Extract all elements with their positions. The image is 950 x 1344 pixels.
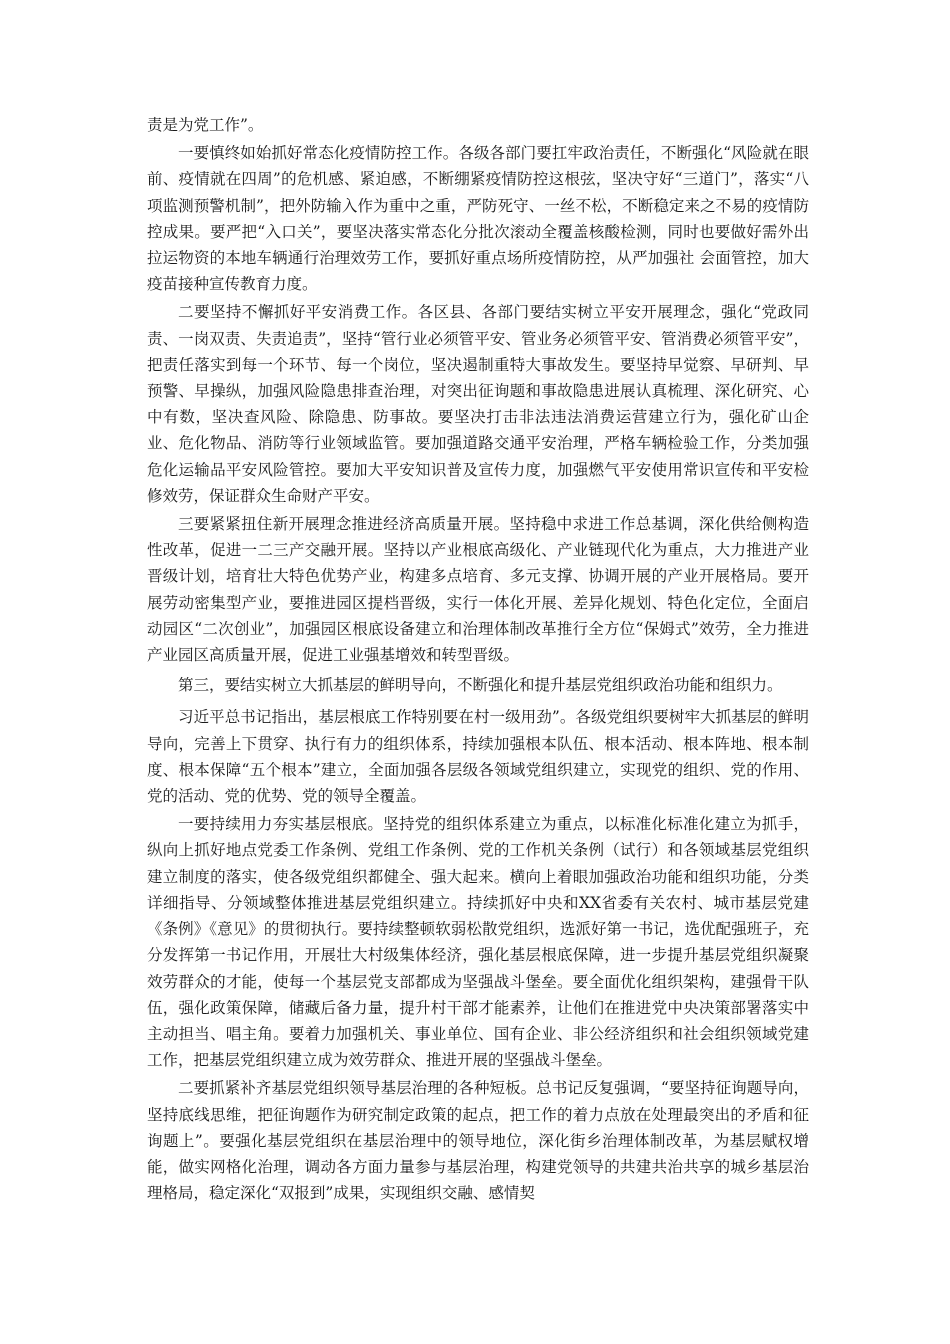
paragraph-economic-development: 三要紧紧扭住新开展理念推进经济高质量开展。坚持稳中求进工作总基调，深化供给侧构造性改革，促进一二三产交融开展。坚持以产业根底高级化、产业链现代化为重点，大力推进产业晋级计划，培育壮大特色优势产业，构建多点培育、多元支撑、协调开展的产业开展格局。要开展劳动密集型产业，要推进园区提档晋级，实行一体化开展、差异化规划、特色化定位，全面启动园区“二次创业”，加强园区根底设备建立和治理体制改革推行全方位“保姆式”效劳，全力推进产业园区高质量开展，促进工业强基增效和转型晋级。: [147, 515, 809, 665]
section-heading-third: 第三，要结实树立大抓基层的鲜明导向，不断强化和提升基层党组织政治功能和组织力。: [178, 676, 783, 695]
paragraph-epidemic-prevention: 一要慎终如始抓好常态化疫情防控工作。各级各部门要扛牢政治责任，不断强化“风险就在眼前、疫情就在四周”的危机感、紧迫感，不断绷紧疫情防控这根弦，坚决守好“三道门”，落实“八项监测预警机制”，把外防输入作为重中之重，严防死守、一丝不松，不断稳定来之不易的疫情防控成果。要严把“入口关”，要坚决落实常态化分批次滚动全覆盖核酸检测，同时也要做好需外出拉运物资的本地车辆通行治理效劳工作，要抓好重点场所疫情防控，从严加强社 会面管控，加大疫苗接种宣传教育力度。: [147, 144, 809, 294]
paragraph-grassroots-foundation: 一要持续用力夯实基层根底。坚持党的组织体系建立为重点，以标准化标准化建立为抓手，纵向上抓好地点党委工作条例、党组工作条例、党的工作机关条例（试行）和各领域基层党组织建立制度的落实，使各级党组织都健全、强大起来。横向上着眼加强政治功能和组织功能，分类详细指导、分领域整体推进基层党组织建立。持续抓好中央和XX省委有关农村、城市基层党建《条例》《意见》的贯彻执行。要持续整顿软弱松散党组织，选派好第一书记，选优配强班子，充分发挥第一书记作用，开展壮大村级集体经济，强化基层根底保障，进一步提升基层党组织凝聚效劳群众的才能，使每一个基层党支部都成为坚强战斗堡垒。要全面优化组织架构，建强骨干队伍，强化政策保障，储藏后备力量，提升村干部才能素养，让他们在推进党中央决策部署落实中主动担当、唱主角。要着力加强机关、事业单位、国有企业、非公经济组织和社会组织领域党建工作，把基层党组织建立成为效劳群众、推进开展的坚强战斗堡垒。: [147, 815, 809, 1070]
paragraph-safe-production: 二要坚持不懈抓好平安消费工作。各区县、各部门要结实树立平安开展理念，强化“党政同责、一岗双责、失责追责”，坚持“管行业必须管平安、管业务必须管平安、管消费必须管平安”，把责任落实到每一个环节、每一个岗位，坚决遏制重特大事故发生。要坚持早觉察、早研判、早预警、早操纵，加强风险隐患排查治理，对突出征询题和事故隐患进展认真梳理、深化研究、心中有数，坚决查风险、除隐患、防事故。要坚决打击非法违法消费运营建立行为，强化矿山企业、危化物品、消防等行业领域监管。要加强道路交通平安治理，严格车辆检验工作，分类加强危化运输品平安风险管控。要加大平安知识普及宣传力度，加强燃气平安使用常识宣传和平安检修效劳，保证群众生命财产平安。: [147, 303, 809, 505]
paragraph-grassroots-governance: 二要抓紧补齐基层党组织领导基层治理的各种短板。总书记反复强调，“要坚持征询题导向，坚持底线思维，把征询题作为研究制定政策的起点，把工作的着力点放在处理最突出的矛盾和征询题上”。要强化基层党组织在基层治理中的领导地位，深化街乡治理体制改革，为基层赋权增能，做实网格化治理，调动各方面力量参与基层治理，构建党领导的共建共治共享的城乡基层治理格局，稳定深化“双报到”成果，实现组织交融、感情契: [147, 1079, 809, 1203]
document-page: [147, 112, 809, 1208]
paragraph-grassroots-quote: 习近平总书记指出，基层根底工作特别要在村一级用劲”。各级党组织要树牢大抓基层的鲜明导向，完善上下贯穿、执行有力的组织体系，持续加强根本队伍、根本活动、根本阵地、根本制度、根本保障“五个根本”建立，全面加强各层级各领域党组织建立，实现党的组织、党的作用、党的活动、党的优势、党的领导全覆盖。: [147, 708, 809, 806]
paragraph-continuation: 责是为党工作”。: [147, 116, 264, 134]
